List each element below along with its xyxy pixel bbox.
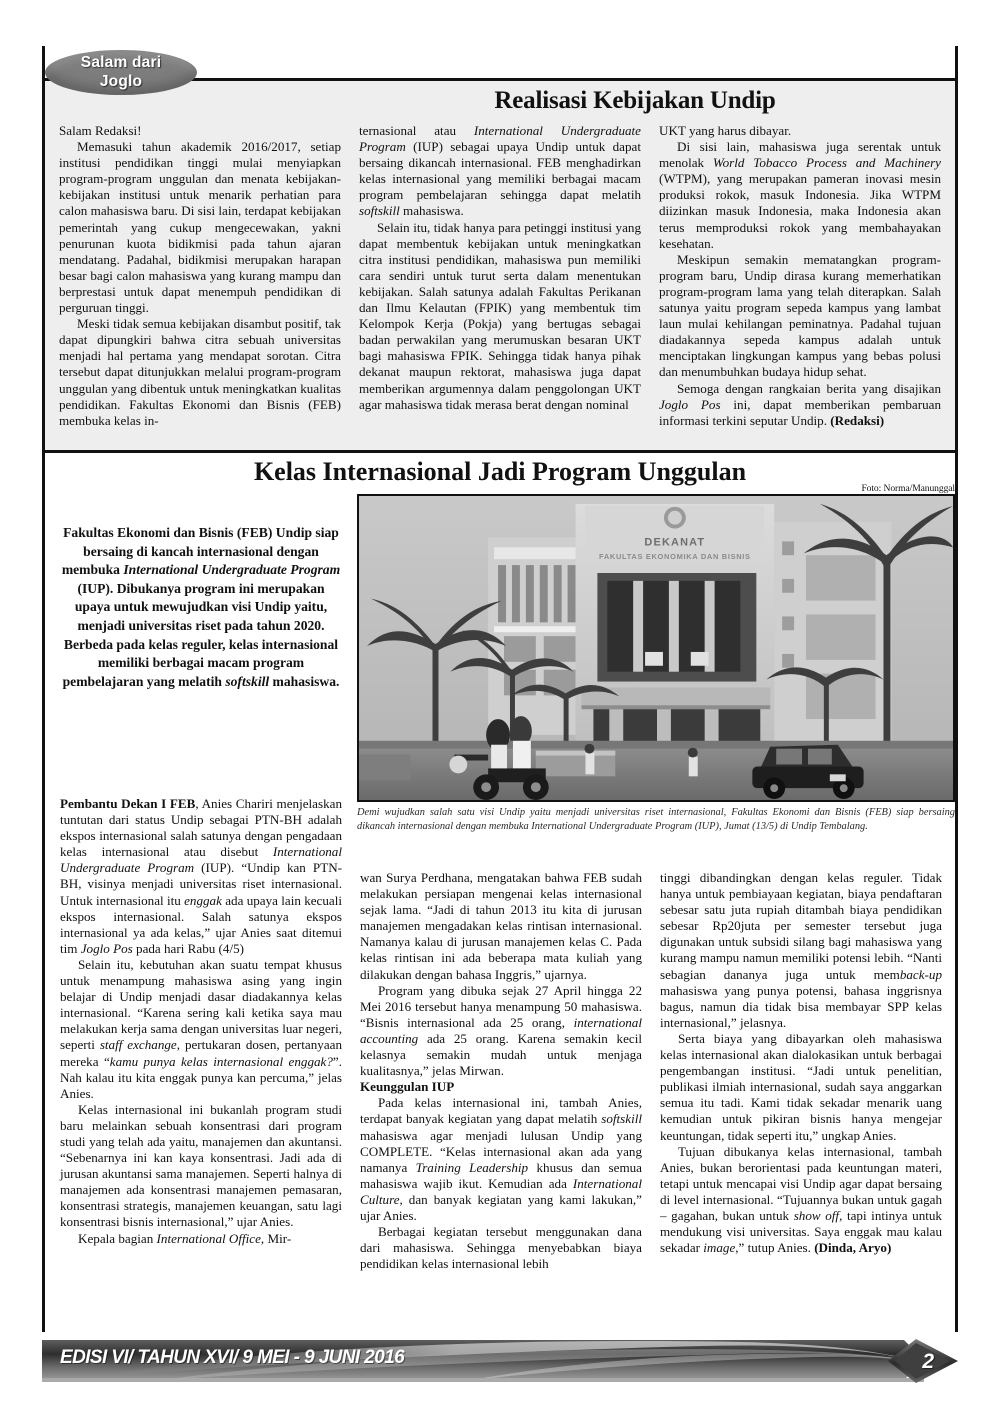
article2-col2-p4: Berbagai kegiatan tersebut menggunakan dana dari mahasiswa. Sehingga menyebabkan biaya pendidikan kelas internasional lebih: [360, 1224, 642, 1272]
page-number: 2: [922, 1350, 934, 1373]
article2-lead-paragraph: [60, 524, 342, 691]
t: pada hari Rabu (4/5): [132, 940, 245, 956]
t: Di sisi lain, mahasiswa juga serentak untuk menolak: [659, 139, 941, 171]
t: dan banyak kegiatan yang kami lakukan,” ujar Anies.: [360, 1191, 642, 1223]
t: (WTPM), yang merupakan pameran inovasi mesin produksi rokok, masuk Indonesia. Jika WTPM diizinkan masuk Indonesia, maka Indonesia akan terus memproduksi rokok yang membahayakan kesehatan.: [659, 171, 941, 251]
t-italic: Training Leadership: [415, 1159, 529, 1175]
t: ada 25 orang. Karena semakin kecil kelasnya semakin mudah untuk menjaga kualitasnya,” jelas Mirwan.: [360, 1030, 642, 1079]
t-italic: International Undergraduate Program: [359, 123, 641, 155]
salam-redaksi-salutation: Salam Redaksi!: [59, 123, 142, 138]
article1-col3-p3: Meskipun semakin mematangkan program-program baru, Undip dirasa kurang memerhatikan program-program lama yang telah diterapkan. Salah satunya yaitu program sepeda kampus yang lambat laun mulai kehilangan peminatnya. Padahal tujuan diadakannya sepeda kampus adalah untuk menciptakan lingkungan kampus yang bebas polusi dan menumbuhkan budaya hidup sehat.: [659, 251, 941, 380]
article1-col3-p2: [659, 139, 941, 252]
t-italic: International Culture,: [360, 1175, 642, 1207]
article2-col1-p3: Kelas internasional ini bukanlah program studi baru melainkan sebuah konsentrasi dari program studi yang telah ada yaitu, manajemen dan akuntansi. “Sebenarnya ini kan kaya konsentrasi. Jadi ada di jurusan akuntansi sama manajemen. Seperti halnya di manajemen ada konsentrasi manajemen pemasaran, konsentrasi strategis, manajemen keuangan, satu lagi konsentrasi bisnis internasional,” ujar Anies.: [60, 1101, 342, 1230]
article2-col3-p3: [660, 1144, 942, 1257]
t: ,” tutup Anies.: [735, 1240, 815, 1256]
t-italic: kamu punya kelas internasional enggak?: [109, 1053, 333, 1069]
lead-bold-mid: (IUP). Dibukanya program ini merupakan upaya untuk mewujudkan visi Undip yaitu, menjadi universitas riset pada tahun 2020. Berbeda pada kelas reguler, kelas internasional memiliki berbagai macam program pembelajaran yang melatih: [62, 580, 339, 689]
t-italic: staff exchange: [99, 1037, 177, 1053]
t: ternasional atau: [359, 123, 474, 138]
photo-credit: Foto: Norma/Manunggal: [861, 483, 955, 494]
article2-title: Kelas Internasional Jadi Program Unggulan: [253, 457, 747, 486]
article2-col2-p3: [360, 1095, 642, 1224]
t-italic: enggak: [184, 892, 222, 908]
t-italic: International Office: [156, 1230, 261, 1246]
article-salam-dari-joglo: [45, 78, 955, 453]
t-italic: back-up: [899, 966, 942, 982]
t: , Mir-: [260, 1230, 292, 1246]
article1-col3-p4: [659, 381, 941, 429]
t: , tapi intinya untuk mendukung visi universitas. Saya enggak mau kalau sekadar: [660, 1207, 942, 1256]
lead-italic-program-name: International Undergraduate Program: [123, 562, 341, 578]
t-italic: softskill: [601, 1111, 642, 1127]
lead-italic-softskill: softskill: [225, 673, 270, 689]
t: Tujuan dibukanya kelas internasional, tambah Anies, bukan berorientasi pada keuntungan materi, tetapi untuk mencapai visi Undip agar dapat bersaing di level internasional. “Tujuannya bukan untuk gagah – gagahan, bukan untuk: [660, 1143, 942, 1223]
article1-col2-p2: Selain itu, tidak hanya para petinggi institusi yang dapat membentuk kebijakan untuk meningkatkan citra institusi pendidikan, mahasiswa pun memiliki cara sendiri untuk turut serta dalam menentukan kebijakan. Salah satunya adalah Fakultas Perikanan dan Ilmu Kelautan (FPIK) yang membentuk tim Kelompok Kerja (Pokja) yang bertugas sebagai badan perwakilan yang merumuskan besaran UKT bagi mahasiswa FPIK. Sehingga tidak hanya pihak dekanat maupun rektorat, mahasiswa juga dapat memberikan argumennya dalam penggolongan UKT agar mahasiswa tidak merasa berat dengan nominal: [359, 219, 641, 412]
article2-photo: [357, 494, 955, 802]
article2-col1-p4: [60, 1231, 342, 1247]
article2-col1-p1: [60, 796, 342, 957]
article1-column-2: [359, 123, 641, 429]
badge-line-1: Salam dari: [80, 54, 162, 71]
article1-column-1: [59, 123, 341, 429]
t-italic: international accounting: [360, 1014, 642, 1046]
t: mahasiswa agar menjadi lulusan Undip yang COMPLETE. “Kelas internasional akan ada yang namanya: [360, 1127, 642, 1175]
t: ini, dapat memberikan pembaruan informasi terkini seputar Undip.: [659, 396, 941, 428]
article2-col2-p1: wan Surya Perdhana, mengatakan bahwa FEB sudah melakukan persiapan mengenai kelas internasional sejak lama. “Jadi di tahun 2013 itu kita di jurusan manajemen mengadakan kelas rintisan internasional. Namanya kalau di jurusan manajemen kelas C. Pada kelas rintisan ini ada beberapa mata kuliah yang dilakukan dengan bahasa Inggris,” ujarnya.: [360, 870, 642, 982]
article2-column-2: [360, 870, 642, 1272]
t: Pada kelas internasional ini, tambah Anies, terdapat banyak kegiatan yang dapat melatih: [360, 1095, 642, 1127]
byline-reporters: (Dinda, Aryo): [814, 1240, 892, 1256]
t-italic: World Tobacco Process and Machinery: [712, 155, 941, 171]
t-italic: show off: [793, 1207, 840, 1223]
t-italic: Joglo Pos: [659, 396, 721, 412]
byline-redaksi: (Redaksi): [830, 412, 885, 428]
t: ”. Nah kalau itu kita enggak punya kan percuma,” jelas Anies.: [60, 1053, 342, 1101]
footer-edition-text: EDISI VI/ TAHUN XVI/ 9 MEI - 9 JUNI 2016: [60, 1347, 405, 1368]
t: (IUP). “Undip kan PTN-BH, visinya menjadi universitas riset internasional. Untuk internasional itu: [60, 860, 343, 908]
t: mahasiswa yang punya potensi, bahasa inggrisnya bagus, namun dia tidak bisa membayar SPP kelas internasional,” jelasnya.: [660, 982, 942, 1030]
badge-text: [45, 53, 197, 91]
t-italic: International Undergraduate Program: [60, 844, 342, 876]
lead-bold-opening: Fakultas Ekonomi dan Bisnis (FEB) Undip siap bersaing di kancah internasional dengan membuka: [61, 525, 339, 578]
t-italic: Joglo Pos: [80, 940, 133, 956]
footer-banner: [42, 1338, 958, 1384]
t: Selain itu, kebutuhan akan suatu tempat khusus untuk menampung mahasiswa asing yang ingin belajar di Undip menjadi dasar diadakannya kelas internasional. “Karena sering kali ketika saya mau melakukan kerja sama dengan universitas luar negeri, seperti: [60, 956, 342, 1053]
t: mahasiswa.: [399, 203, 464, 219]
badge-line-2: Joglo: [99, 73, 143, 90]
svg-text:FAKULTAS EKONOMIKA DAN BISNIS: FAKULTAS EKONOMIKA DAN BISNIS: [599, 552, 751, 562]
article1-col1-p1: Memasuki tahun akademik 2016/2017, setiap institusi pendidikan tinggi mulai menyiapkan program-program unggulan dan menata kebijakan-kebijakan institusi untuk menarik perhatian para calon mahasiswa baru. Di sisi lain, terdapat kebijakan pemerintah yang cukup mengecewakan, yakni penurunan kuota bidikmisi pada tahun ajaran mendatang. Padahal, bidikmisi merupakan harapan besar bagi calon mahasiswa yang kurang mampu dan berprestasi untuk dapat menempuh pendidikan di perguruan tinggi.: [59, 139, 341, 316]
t: ada upaya lain kecuali ekspos internasional. Salah satunya ekspos internasional ya ada kelas,” ujar Anies saat ditemui tim: [60, 892, 343, 956]
lead-bold-end: mahasiswa.: [269, 673, 340, 689]
t: Kepala bagian: [78, 1230, 157, 1246]
article1-col2-p1: [359, 123, 641, 220]
article2-col2-p2: [360, 983, 642, 1080]
t: tinggi dibandingkan dengan kelas reguler. Tidak hanya untuk pembiayaan kegiatan, biaya pendaftaran sebesar satu juta rupiah ditambah biaya pendidikan sebesar Rp20juta per semester tersebut juga digunakan untuk subsidi silang bagi mahasiswa yang kurang mampu namun memiliki potensi lebih. “Nanti sebagian dananya juga untuk mem: [660, 870, 942, 982]
article2-col3-p1: [660, 870, 942, 1031]
article2-column-1: [60, 796, 342, 1247]
t-italic: image: [703, 1240, 736, 1256]
article2-subheading-keunggulan-iup: Keunggulan IUP: [360, 1079, 455, 1095]
t-italic: softskill: [359, 203, 400, 219]
article2-photo-caption: Demi wujudkan salah satu visi Undip yaitu menjadi universitas riset internasional, Fakultas Ekonomi dan Bisnis (FEB) siap bersaing dikancah internasional dengan membuka International Undergraduate Program (IUP), Jumat (13/5) di Undip Tembalang.: [357, 807, 955, 832]
source-title-bold: Pembantu Dekan I FEB: [60, 796, 196, 811]
article1-title: Realisasi Kebijakan Undip: [494, 87, 776, 114]
article1-columns: [59, 123, 941, 429]
t: , pertukaran dosen, pertanyaan mereka “: [60, 1037, 343, 1069]
article2-col3-p2: Serta biaya yang dibayarkan oleh mahasiswa kelas internasional akan dialokasikan untuk berbagai pengembangan institusi. “Jadi untuk penelitian, publikasi ilmiah internasional, sudah saya anggarkan semua itu tadi. Kami tidak sekadar menarik uang kemudian untuk pikiran bisnis hanya mengejar keuntungan, tidak seperti itu,” ungkap Anies.: [660, 1030, 942, 1143]
t: khusus dan semua mahasiswa wajib ikut. Kemudian ada: [360, 1159, 642, 1191]
svg-text:DEKANAT: DEKANAT: [644, 536, 706, 549]
t: Semoga dengan rangkaian berita yang disajikan: [677, 380, 941, 396]
article2-column-3: [660, 870, 942, 1256]
t: , Anies Chariri menjelaskan tuntutan dari status Undip sebagai PTN-BH adalah ekspos internasional salah satunya dengan pengadaan kelas internasional atau disebut: [60, 796, 342, 860]
t: Program yang dibuka sejak 27 April hingga 22 Mei 2016 tersebut hanya menampung 50 mahasiswa. “Bisnis internasional ada 25 orang,: [360, 982, 642, 1030]
article2-col1-p2: [60, 957, 342, 1102]
article1-col3-p1: UKT yang harus dibayar.: [659, 123, 792, 138]
photo-illustration: [359, 496, 953, 800]
salam-dari-joglo-badge: [45, 50, 197, 95]
article1-col1-p2: Meski tidak semua kebijakan disambut positif, tak dapat dipungkiri bahwa citra sebuah universitas menjadi hal pertama yang mendapat sorotan. Citra tersebut dapat ditunjukkan melalui program-program unggulan yang dibentuk untuk meningkatkan kualitas pendidikan. Fakultas Ekonomi dan Bisnis (FEB) membuka kelas in-: [59, 316, 341, 428]
article1-column-3: [659, 123, 941, 429]
t: (IUP) sebagai upaya Undip untuk dapat bersaing dikancah internasional. FEB menghadirkan kelas internasional yang memiliki berbagai macam program pembelajaran sehingga dapat melatih: [359, 139, 641, 203]
